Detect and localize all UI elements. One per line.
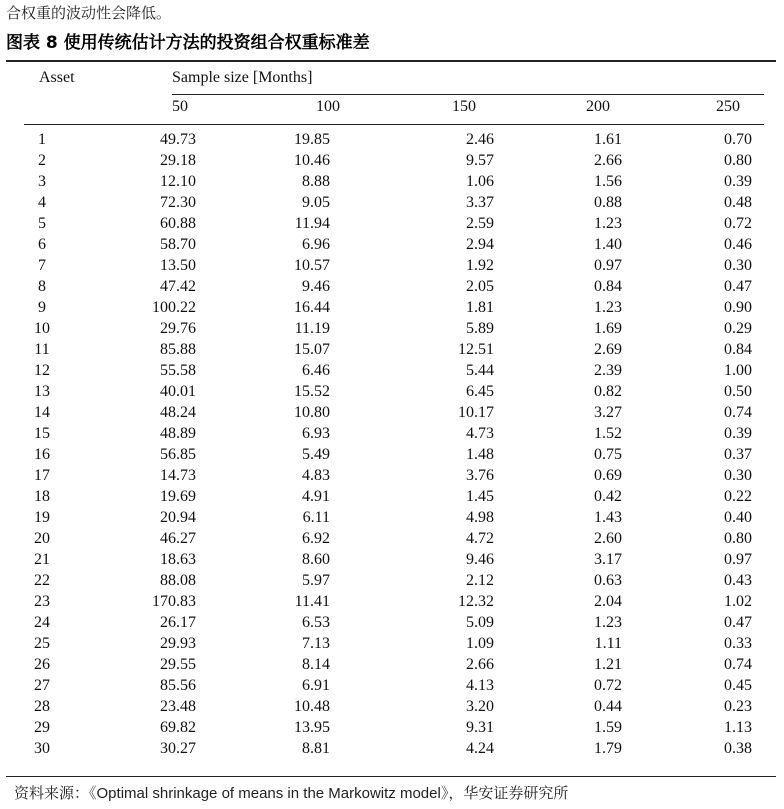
table-row [24,528,764,549]
table-row [24,339,764,360]
table-body [24,129,764,759]
source-reference: 《Optimal shrinkage of means in the Markowitz model》 [89,785,449,802]
asset-cell: 14 [34,404,50,421]
sample-size-header: Sample size [Months] [172,69,313,86]
value-cell: 55.58 [160,362,196,379]
table-row [24,402,764,423]
value-cell: 16.44 [294,299,330,316]
value-cell: 1.11 [594,635,622,652]
asset-cell: 28 [34,698,50,715]
asset-cell: 2 [38,152,46,169]
value-cell: 0.39 [724,173,752,190]
asset-cell: 11 [34,341,50,358]
table-row [24,465,764,486]
value-cell: 0.90 [724,299,752,316]
value-cell: 1.52 [594,425,622,442]
asset-cell: 12 [34,362,50,379]
value-cell: 4.24 [466,740,494,757]
column-header: 150 [452,98,476,115]
value-cell: 10.80 [294,404,330,421]
value-cell: 6.92 [302,530,330,547]
value-cell: 8.81 [302,740,330,757]
asset-cell: 17 [34,467,50,484]
value-cell: 2.66 [594,152,622,169]
table-row [24,318,764,339]
figure-title: 图表 8 使用传统估计方法的投资组合权重标准差 [6,33,370,53]
value-cell: 6.96 [302,236,330,253]
value-cell: 5.97 [302,572,330,589]
value-cell: 30.27 [160,740,196,757]
value-cell: 29.76 [160,320,196,337]
column-header: 250 [716,98,740,115]
table-row [24,129,764,150]
source-note [14,782,568,805]
value-cell: 13.50 [160,257,196,274]
value-cell: 0.43 [724,572,752,589]
value-cell: 0.74 [724,404,752,421]
value-cell: 6.11 [302,509,330,526]
table-row [24,654,764,675]
table-row [24,591,764,612]
value-cell: 58.70 [160,236,196,253]
top-rule [6,60,776,62]
value-cell: 0.74 [724,656,752,673]
value-cell: 18.63 [160,551,196,568]
table-row [24,150,764,171]
asset-cell: 24 [34,614,50,631]
value-cell: 1.21 [594,656,622,673]
value-cell: 1.59 [594,719,622,736]
value-cell: 48.89 [160,425,196,442]
asset-cell: 3 [38,173,46,190]
value-cell: 5.49 [302,446,330,463]
value-cell: 4.91 [302,488,330,505]
asset-cell: 21 [34,551,50,568]
value-cell: 0.88 [594,194,622,211]
value-cell: 0.39 [724,425,752,442]
value-cell: 0.97 [724,551,752,568]
value-cell: 5.09 [466,614,494,631]
intro-text: 合权重的波动性会降低。 [6,4,172,22]
value-cell: 1.06 [466,173,494,190]
value-cell: 0.22 [724,488,752,505]
asset-cell: 15 [34,425,50,442]
value-cell: 8.60 [302,551,330,568]
header-rule [24,124,764,125]
asset-column-header: Asset [39,69,75,86]
value-cell: 6.91 [302,677,330,694]
value-cell: 13.95 [294,719,330,736]
value-cell: 15.07 [294,341,330,358]
value-cell: 0.72 [724,215,752,232]
bottom-rule [6,776,776,777]
value-cell: 4.98 [466,509,494,526]
asset-cell: 26 [34,656,50,673]
value-cell: 0.42 [594,488,622,505]
table-row [24,360,764,381]
value-cell: 26.17 [160,614,196,631]
column-header: 100 [316,98,340,115]
value-cell: 2.39 [594,362,622,379]
value-cell: 0.75 [594,446,622,463]
value-cell: 4.83 [302,467,330,484]
value-cell: 2.66 [466,656,494,673]
value-cell: 1.48 [466,446,494,463]
value-cell: 0.80 [724,530,752,547]
value-cell: 5.89 [466,320,494,337]
value-cell: 0.30 [724,467,752,484]
value-cell: 0.72 [594,677,622,694]
asset-cell: 19 [34,509,50,526]
value-cell: 0.50 [724,383,752,400]
source-label: 资料来源： [14,784,90,802]
table-row [24,276,764,297]
value-cell: 10.46 [294,152,330,169]
value-cell: 1.23 [594,299,622,316]
value-cell: 69.82 [160,719,196,736]
value-cell: 0.97 [594,257,622,274]
asset-cell: 8 [38,278,46,295]
value-cell: 3.76 [466,467,494,484]
table-header-group [24,64,764,94]
table-row [24,192,764,213]
value-cell: 7.13 [302,635,330,652]
value-cell: 1.79 [594,740,622,757]
value-cell: 29.18 [160,152,196,169]
value-cell: 3.20 [466,698,494,715]
value-cell: 6.46 [302,362,330,379]
value-cell: 2.94 [466,236,494,253]
asset-cell: 18 [34,488,50,505]
value-cell: 29.55 [160,656,196,673]
asset-cell: 25 [34,635,50,652]
value-cell: 0.33 [724,635,752,652]
value-cell: 12.32 [458,593,494,610]
table-row [24,675,764,696]
value-cell: 0.69 [594,467,622,484]
value-cell: 0.82 [594,383,622,400]
asset-cell: 1 [38,131,46,148]
value-cell: 0.45 [724,677,752,694]
value-cell: 1.09 [466,635,494,652]
value-cell: 0.38 [724,740,752,757]
value-cell: 8.88 [302,173,330,190]
value-cell: 170.83 [152,593,196,610]
asset-cell: 30 [34,740,50,757]
value-cell: 6.93 [302,425,330,442]
value-cell: 0.84 [724,341,752,358]
value-cell: 0.47 [724,614,752,631]
value-cell: 10.57 [294,257,330,274]
value-cell: 12.51 [458,341,494,358]
source-publisher: ，华安证券研究所 [448,784,569,802]
asset-cell: 29 [34,719,50,736]
table-row [24,255,764,276]
value-cell: 2.05 [466,278,494,295]
value-cell: 1.40 [594,236,622,253]
value-cell: 4.72 [466,530,494,547]
value-cell: 14.73 [160,467,196,484]
value-cell: 9.46 [466,551,494,568]
value-cell: 6.53 [302,614,330,631]
value-cell: 100.22 [152,299,196,316]
asset-cell: 4 [38,194,46,211]
value-cell: 2.60 [594,530,622,547]
value-cell: 0.46 [724,236,752,253]
table-column-headers [24,94,764,124]
value-cell: 10.17 [458,404,494,421]
value-cell: 0.84 [594,278,622,295]
value-cell: 9.05 [302,194,330,211]
value-cell: 60.88 [160,215,196,232]
value-cell: 3.17 [594,551,622,568]
table-row [24,213,764,234]
value-cell: 1.81 [466,299,494,316]
value-cell: 88.08 [160,572,196,589]
value-cell: 19.85 [294,131,330,148]
value-cell: 1.23 [594,215,622,232]
asset-cell: 9 [38,299,46,316]
table-row [24,738,764,759]
value-cell: 2.59 [466,215,494,232]
table-row [24,717,764,738]
asset-cell: 27 [34,677,50,694]
table-row [24,696,764,717]
value-cell: 56.85 [160,446,196,463]
value-cell: 0.63 [594,572,622,589]
value-cell: 1.00 [724,362,752,379]
value-cell: 29.93 [160,635,196,652]
value-cell: 2.69 [594,341,622,358]
value-cell: 46.27 [160,530,196,547]
value-cell: 1.23 [594,614,622,631]
value-cell: 0.37 [724,446,752,463]
value-cell: 11.19 [294,320,330,337]
table-row [24,234,764,255]
value-cell: 1.45 [466,488,494,505]
asset-cell: 20 [34,530,50,547]
asset-cell: 6 [38,236,46,253]
value-cell: 9.46 [302,278,330,295]
value-cell: 0.44 [594,698,622,715]
asset-cell: 13 [34,383,50,400]
table-row [24,549,764,570]
value-cell: 15.52 [294,383,330,400]
asset-cell: 7 [38,257,46,274]
column-header: 200 [586,98,610,115]
value-cell: 19.69 [160,488,196,505]
table-row [24,423,764,444]
value-cell: 0.47 [724,278,752,295]
value-cell: 0.29 [724,320,752,337]
table-row [24,612,764,633]
asset-cell: 22 [34,572,50,589]
value-cell: 85.56 [160,677,196,694]
value-cell: 40.01 [160,383,196,400]
value-cell: 3.27 [594,404,622,421]
value-cell: 4.13 [466,677,494,694]
value-cell: 0.40 [724,509,752,526]
value-cell: 1.56 [594,173,622,190]
value-cell: 9.31 [466,719,494,736]
table-row [24,486,764,507]
table-row [24,570,764,591]
table-row [24,297,764,318]
value-cell: 1.43 [594,509,622,526]
asset-cell: 5 [38,215,46,232]
value-cell: 9.57 [466,152,494,169]
value-cell: 1.69 [594,320,622,337]
value-cell: 0.30 [724,257,752,274]
weights-std-table [24,64,764,759]
asset-cell: 16 [34,446,50,463]
asset-cell: 23 [34,593,50,610]
value-cell: 0.48 [724,194,752,211]
value-cell: 2.04 [594,593,622,610]
value-cell: 2.12 [466,572,494,589]
value-cell: 4.73 [466,425,494,442]
value-cell: 1.92 [466,257,494,274]
value-cell: 47.42 [160,278,196,295]
value-cell: 3.37 [466,194,494,211]
value-cell: 2.46 [466,131,494,148]
column-header: 50 [172,98,188,115]
table-row [24,507,764,528]
table-row [24,381,764,402]
value-cell: 1.61 [594,131,622,148]
value-cell: 11.41 [294,593,330,610]
table-row [24,171,764,192]
value-cell: 0.23 [724,698,752,715]
value-cell: 12.10 [160,173,196,190]
table-row [24,633,764,654]
value-cell: 0.70 [724,131,752,148]
value-cell: 11.94 [294,215,330,232]
value-cell: 10.48 [294,698,330,715]
value-cell: 8.14 [302,656,330,673]
value-cell: 1.13 [724,719,752,736]
value-cell: 48.24 [160,404,196,421]
value-cell: 5.44 [466,362,494,379]
value-cell: 23.48 [160,698,196,715]
value-cell: 1.02 [724,593,752,610]
value-cell: 72.30 [160,194,196,211]
value-cell: 49.73 [160,131,196,148]
value-cell: 85.88 [160,341,196,358]
value-cell: 0.80 [724,152,752,169]
table-row [24,444,764,465]
value-cell: 6.45 [466,383,494,400]
value-cell: 20.94 [160,509,196,526]
asset-cell: 10 [34,320,50,337]
